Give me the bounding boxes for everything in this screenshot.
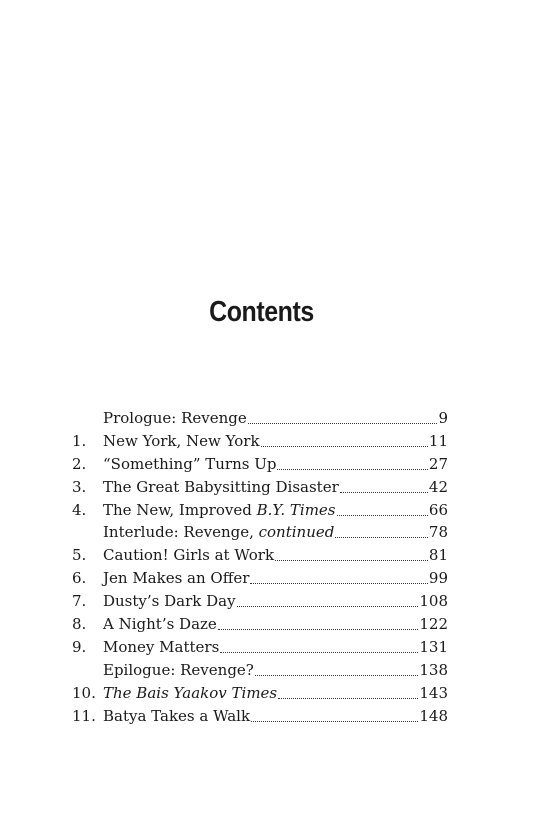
page-number: 9 <box>438 409 448 427</box>
dot-leader <box>335 537 428 538</box>
dot-leader <box>248 423 438 424</box>
chapter-title: New York, New York <box>103 431 260 450</box>
chapter-title: Money Matters <box>103 637 220 656</box>
page-number: 42 <box>428 477 448 496</box>
chapter-number: 11. <box>72 706 96 725</box>
title-roman: Interlude: Revenge, <box>103 523 259 542</box>
page-number: 108 <box>419 592 448 611</box>
dot-leader <box>261 446 428 447</box>
title-italic: B.Y. Times <box>256 500 336 519</box>
toc-entry <box>72 430 448 453</box>
chapter-title <box>103 499 336 522</box>
toc-entry <box>72 544 448 567</box>
page-number: 143 <box>419 683 448 702</box>
title-italic: continued <box>258 523 335 542</box>
chapter-number: 5. <box>72 546 87 565</box>
toc-entry <box>72 682 448 705</box>
chapter-number: 4. <box>72 500 87 519</box>
toc-entry <box>72 659 448 682</box>
page-number: 11 <box>428 431 448 450</box>
dot-leader <box>250 583 427 584</box>
dot-leader <box>337 515 428 516</box>
dot-leader <box>275 560 428 561</box>
chapter-title: Batya Takes a Walk <box>103 706 251 725</box>
contents-heading: Contents <box>209 296 314 328</box>
dot-leader <box>340 492 428 493</box>
toc-entry <box>72 453 448 476</box>
toc-entry <box>72 476 448 499</box>
chapter-title: Dusty’s Dark Day <box>103 592 236 611</box>
dot-leader <box>237 606 419 607</box>
toc-entry <box>72 613 448 636</box>
chapter-number: 2. <box>72 454 87 473</box>
chapter-title <box>103 521 334 544</box>
chapter-number: 9. <box>72 637 87 656</box>
title-roman: The New, Improved <box>103 500 257 519</box>
chapter-title: Epilogue: Revenge? <box>103 660 254 679</box>
chapter-number: 6. <box>72 569 87 588</box>
chapter-number: 3. <box>72 477 87 496</box>
page-number: 78 <box>428 523 448 542</box>
dot-leader <box>251 721 418 722</box>
chapter-title: A Night’s Daze <box>103 615 217 634</box>
chapter-title: The Bais Yaakov Times <box>103 683 278 702</box>
toc-entry <box>72 521 448 544</box>
page-number: 27 <box>428 454 448 473</box>
page-number: 138 <box>419 660 448 679</box>
page-number: 99 <box>428 569 448 588</box>
chapter-number: 7. <box>72 592 87 611</box>
toc-entry <box>72 407 448 430</box>
toc-entry <box>72 499 448 522</box>
chapter-title: Caution! Girls at Work <box>103 546 275 565</box>
dot-leader <box>277 469 427 470</box>
toc-entry <box>72 636 448 659</box>
chapter-title: Jen Makes an Offer <box>103 569 250 588</box>
chapter-title: Prologue: Revenge <box>103 409 247 427</box>
chapter-number: 1. <box>72 431 87 450</box>
dot-leader <box>218 629 419 630</box>
page-number: 131 <box>419 637 448 656</box>
chapter-title: The Great Babysitting Disaster <box>103 477 339 496</box>
dot-leader <box>255 675 419 676</box>
page-number: 81 <box>428 546 448 565</box>
dot-leader <box>278 698 418 699</box>
toc-list <box>72 407 448 727</box>
toc-entry <box>72 567 448 590</box>
chapter-number: 8. <box>72 615 87 634</box>
page-number: 122 <box>419 615 448 634</box>
toc-entry <box>72 705 448 728</box>
chapter-number: 10. <box>72 683 96 702</box>
page-number: 148 <box>419 706 448 725</box>
chapter-title: “Something” Turns Up <box>103 454 277 473</box>
toc-entry <box>72 590 448 613</box>
dot-leader <box>220 652 418 653</box>
page-number: 66 <box>428 500 448 519</box>
